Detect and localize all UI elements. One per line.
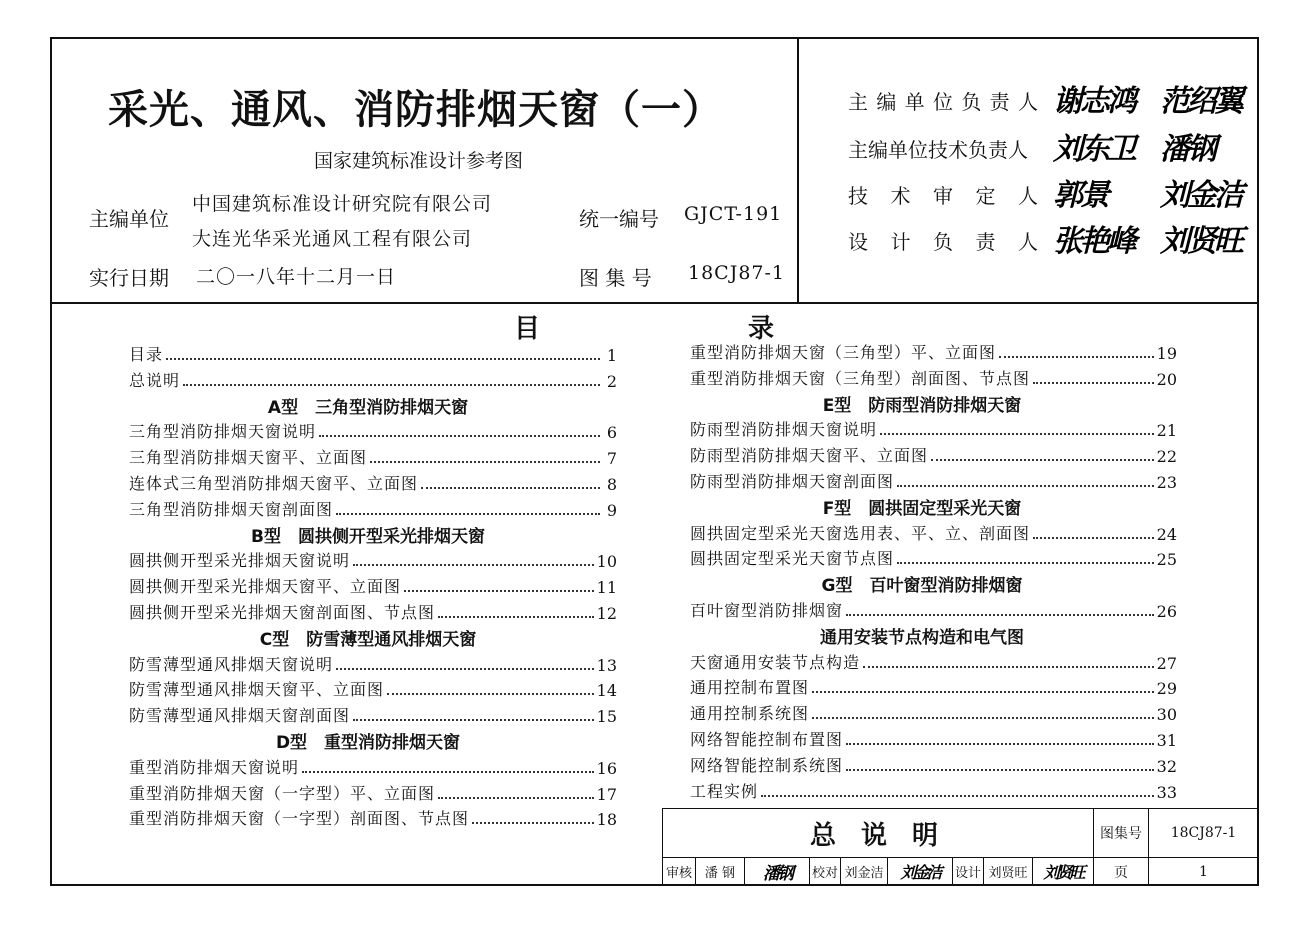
toc-entry-title: 三角型消防排烟天窗剖面图 [129, 499, 334, 519]
toc-leader-dots [846, 769, 1154, 771]
toc-entry[interactable] [690, 780, 1177, 802]
toc-section-heading: A型 三角型消防排烟天窗 [267, 397, 469, 418]
header-divider-horizontal [50, 302, 1259, 304]
atlas-title: 采光、通风、消防排烟天窗（一） [108, 87, 723, 133]
toc-entry-title: 目录 [129, 345, 164, 364]
tb-design-label: 设计 [952, 857, 984, 886]
toc-entry[interactable] [690, 754, 1177, 776]
toc-entry-page: 12 [596, 604, 617, 623]
toc-leader-dots [438, 797, 594, 799]
atlas-no-label: 图 集 号 [579, 266, 652, 290]
tb-page-label: 页 [1093, 857, 1149, 886]
toc-leader-dots [846, 743, 1154, 745]
tb-check-signature: 刘金洁 [887, 857, 953, 886]
tb-review-label: 审核 [662, 857, 696, 886]
tb-design-signature: 刘贤旺 [1032, 857, 1094, 886]
role-char: 定 [975, 184, 996, 208]
toc-heading-right: 录 [748, 314, 775, 344]
toc-leader-dots [880, 433, 1154, 435]
toc-entry[interactable] [129, 807, 617, 829]
toc-entry[interactable] [129, 756, 617, 778]
signature-right: 潘钢 [1160, 132, 1214, 167]
toc-section-heading: B型 圆拱侧开型采光排烟天窗 [251, 526, 485, 547]
toc-entry[interactable] [129, 420, 617, 442]
toc-section-heading: C型 防雪薄型通风排烟天窗 [259, 629, 477, 650]
toc-entry-page: 23 [1156, 473, 1177, 492]
toc-entry-page: 26 [1156, 602, 1177, 621]
toc-entry-title: 防雨型消防排烟天窗剖面图 [690, 472, 895, 491]
toc-entry-page: 29 [1156, 679, 1177, 699]
toc-entry-page: 10 [596, 552, 617, 572]
toc-leader-dots [931, 459, 1154, 461]
toc-entry-page: 22 [1156, 447, 1177, 467]
toc-entry-page: 16 [596, 758, 617, 778]
toc-entry[interactable] [690, 599, 1177, 621]
toc-section-heading: G型 百叶窗型消防排烟窗 [821, 576, 1023, 597]
toc-entry-title: 三角型消防排烟天窗说明 [129, 422, 317, 442]
toc-entry[interactable] [129, 498, 617, 520]
toc-entry[interactable] [129, 575, 617, 597]
unified-no-value: GJCT-191 [684, 203, 783, 225]
toc-leader-dots [1033, 537, 1154, 539]
toc-leader-dots [438, 616, 594, 618]
toc-entry-title: 防雪薄型通风排烟天窗平、立面图 [129, 680, 385, 700]
toc-entry-title: 圆拱固定型采光天窗选用表、平、立、剖面图 [690, 523, 1031, 543]
toc-entry[interactable] [690, 341, 1177, 363]
role-char: 计 [890, 230, 911, 254]
toc-entry-page: 19 [1156, 344, 1177, 363]
signature-left: 郭景 [1053, 178, 1107, 213]
toc-entry-title: 连体式三角型消防排烟天窗平、立面图 [129, 474, 419, 493]
editor-unit-1: 中国建筑标准设计研究院有限公司 [192, 193, 493, 215]
toc-entry[interactable] [129, 549, 617, 571]
editor-unit-2: 大连光华采光通风工程有限公司 [192, 228, 473, 250]
toc-entry-page: 32 [1156, 756, 1177, 776]
role-char: 责 [975, 230, 996, 254]
toc-entry[interactable] [129, 653, 617, 675]
role-char: 编 [876, 90, 897, 114]
toc-entry[interactable] [690, 367, 1177, 389]
toc-entry-title: 重型消防排烟天窗（三角型）剖面图、节点图 [690, 368, 1031, 388]
toc-leader-dots [897, 485, 1154, 487]
toc-entry[interactable] [690, 676, 1177, 698]
toc-entry-title: 网络智能控制布置图 [690, 730, 844, 749]
tb-atlas-value: 18CJ87-1 [1148, 808, 1259, 858]
tb-page-value: 1 [1148, 857, 1259, 886]
drawing-title: 总 说 明 [662, 808, 1094, 858]
toc-entry[interactable] [690, 728, 1177, 750]
toc-entry-title: 三角型消防排烟天窗平、立面图 [129, 448, 368, 468]
toc-entry-page: 31 [1156, 731, 1177, 750]
toc-entry-page: 13 [596, 655, 617, 675]
toc-entry-page: 20 [1156, 369, 1177, 389]
signature-left: 刘东卫 [1053, 132, 1134, 167]
toc-heading-left: 目 [514, 314, 541, 344]
toc-entry-page: 25 [1156, 550, 1177, 570]
toc-entry-page: 7 [606, 449, 617, 469]
toc-leader-dots [472, 822, 594, 824]
tb-review-signature: 潘钢 [744, 857, 810, 886]
role-char: 技 [848, 184, 868, 208]
signature-left: 谢志鸿 [1053, 84, 1134, 119]
toc-entry-page: 30 [1156, 705, 1177, 725]
toc-entry[interactable] [129, 369, 617, 391]
date-label: 实行日期 [89, 266, 169, 290]
tb-design-name: 刘贤旺 [983, 857, 1033, 886]
toc-leader-dots [353, 719, 594, 721]
toc-entry[interactable] [690, 470, 1177, 492]
toc-entry-title: 总说明 [129, 370, 181, 390]
toc-entry-page: 8 [606, 475, 617, 494]
toc-entry[interactable] [129, 782, 617, 804]
toc-leader-dots [421, 487, 600, 489]
toc-leader-dots [336, 513, 600, 515]
responsible-role [848, 134, 1028, 163]
toc-entry-title: 防雨型消防排烟天窗说明 [690, 420, 878, 440]
toc-entry[interactable] [690, 444, 1177, 466]
role-char: 审 [933, 184, 953, 208]
toc-leader-dots [183, 384, 600, 386]
toc-leader-dots [302, 771, 594, 773]
responsible-role [848, 86, 1038, 115]
toc-leader-dots [353, 564, 594, 566]
toc-leader-dots [336, 668, 594, 670]
toc-entry-page: 18 [596, 810, 617, 830]
toc-leader-dots [897, 562, 1154, 564]
tb-check-label: 校对 [809, 857, 841, 886]
toc-entry-page: 2 [606, 371, 617, 391]
toc-entry-page: 27 [1156, 653, 1177, 673]
role-char: 负 [933, 230, 953, 254]
role-char: 人 [1017, 90, 1038, 114]
toc-entry-page: 9 [606, 500, 617, 520]
toc-entry-page: 15 [596, 707, 617, 727]
toc-section-heading: E型 防雨型消防排烟天窗 [822, 395, 1022, 416]
toc-entry[interactable] [690, 418, 1177, 440]
tb-review-name: 潘 钢 [695, 857, 745, 886]
toc-entry-page: 1 [606, 346, 617, 365]
toc-entry-title: 重型消防排烟天窗（一字型）平、立面图 [129, 783, 436, 803]
signature-left: 张艳峰 [1053, 224, 1134, 259]
toc-entry-page: 21 [1156, 421, 1177, 441]
toc-entry-page: 17 [596, 784, 617, 804]
responsible-role [848, 180, 1038, 209]
toc-entry-page: 11 [596, 578, 617, 598]
toc-entry-title: 圆拱侧开型采光排烟天窗说明 [129, 551, 351, 571]
toc-leader-dots [404, 590, 594, 592]
toc-leader-dots [1033, 382, 1154, 384]
role-char: 负 [961, 90, 982, 114]
toc-leader-dots [812, 691, 1154, 693]
signature-right: 范绍翼 [1160, 84, 1241, 119]
role-char: 设 [848, 230, 868, 254]
toc-entry-page: 33 [1156, 782, 1177, 802]
toc-entry-title: 重型消防排烟天窗（三角型）平、立面图 [690, 343, 997, 362]
responsible-role [848, 226, 1038, 255]
toc-leader-dots [812, 717, 1154, 719]
toc-entry-title: 圆拱侧开型采光排烟天窗平、立面图 [129, 577, 402, 597]
toc-entry-title: 圆拱侧开型采光排烟天窗剖面图、节点图 [129, 603, 436, 622]
toc-leader-dots [863, 666, 1154, 668]
role-char: 人 [1018, 230, 1038, 254]
toc-section-heading: 通用安装节点构造和电气图 [820, 627, 1024, 648]
role-char: 术 [890, 184, 911, 208]
toc-entry[interactable] [129, 472, 617, 494]
toc-entry-title: 重型消防排烟天窗（一字型）剖面图、节点图 [129, 809, 470, 829]
toc-section-heading: F型 圆拱固定型采光天窗 [822, 498, 1022, 519]
role-char: 责 [989, 90, 1010, 114]
signature-right: 刘金洁 [1160, 178, 1241, 213]
toc-entry[interactable] [129, 343, 617, 365]
tb-check-name: 刘金洁 [840, 857, 888, 886]
toc-entry[interactable] [690, 522, 1177, 544]
unified-no-label: 统一编号 [579, 207, 659, 231]
toc-entry-title: 通用控制布置图 [690, 678, 810, 698]
toc-leader-dots [370, 461, 600, 463]
toc-section-heading: D型 重型消防排烟天窗 [275, 733, 461, 753]
date-value: 二〇一八年十二月一日 [196, 266, 397, 288]
toc-entry-title: 网络智能控制系统图 [690, 755, 844, 775]
role-char: 主编单位技术负责人 [848, 138, 1028, 162]
toc-entry-title: 防雪薄型通风排烟天窗说明 [129, 654, 334, 674]
toc-leader-dots [387, 693, 594, 695]
toc-leader-dots [761, 795, 1154, 797]
toc-entry-title: 通用控制系统图 [690, 704, 810, 724]
toc-leader-dots [999, 356, 1154, 358]
toc-leader-dots [166, 358, 600, 360]
toc-entry[interactable] [690, 702, 1177, 724]
tb-atlas-label: 图集号 [1093, 808, 1149, 858]
toc-entry[interactable] [129, 446, 617, 468]
atlas-no-value: 18CJ87-1 [688, 262, 786, 284]
toc-entry-title: 工程实例 [690, 781, 759, 801]
toc-entry-page: 6 [606, 423, 617, 443]
atlas-subtitle: 国家建筑标准设计参考图 [314, 150, 524, 172]
toc-entry-page: 14 [596, 681, 617, 701]
role-char: 人 [1018, 184, 1038, 208]
header-divider-vertical [797, 37, 799, 303]
signature-right: 刘贤旺 [1160, 224, 1241, 259]
toc-leader-dots [846, 614, 1154, 616]
toc-entry[interactable] [129, 678, 617, 700]
toc-entry[interactable] [690, 547, 1177, 569]
toc-entry[interactable] [690, 651, 1177, 673]
toc-entry-title: 防雨型消防排烟天窗平、立面图 [690, 446, 929, 466]
toc-entry-title: 防雪薄型通风排烟天窗剖面图 [129, 706, 351, 726]
role-char: 单 [904, 90, 925, 114]
toc-entry-title: 百叶窗型消防排烟窗 [690, 601, 844, 620]
toc-entry-title: 重型消防排烟天窗说明 [129, 757, 300, 777]
toc-leader-dots [319, 435, 600, 437]
toc-entry-page: 24 [1156, 524, 1177, 544]
editor-label: 主编单位 [89, 207, 169, 231]
toc-entry-title: 圆拱固定型采光天窗节点图 [690, 549, 895, 569]
toc-entry[interactable] [129, 704, 617, 726]
toc-entry[interactable] [129, 601, 617, 623]
role-char: 位 [932, 90, 953, 114]
toc-entry-title: 天窗通用安装节点构造 [690, 652, 861, 672]
role-char: 主 [848, 90, 868, 114]
